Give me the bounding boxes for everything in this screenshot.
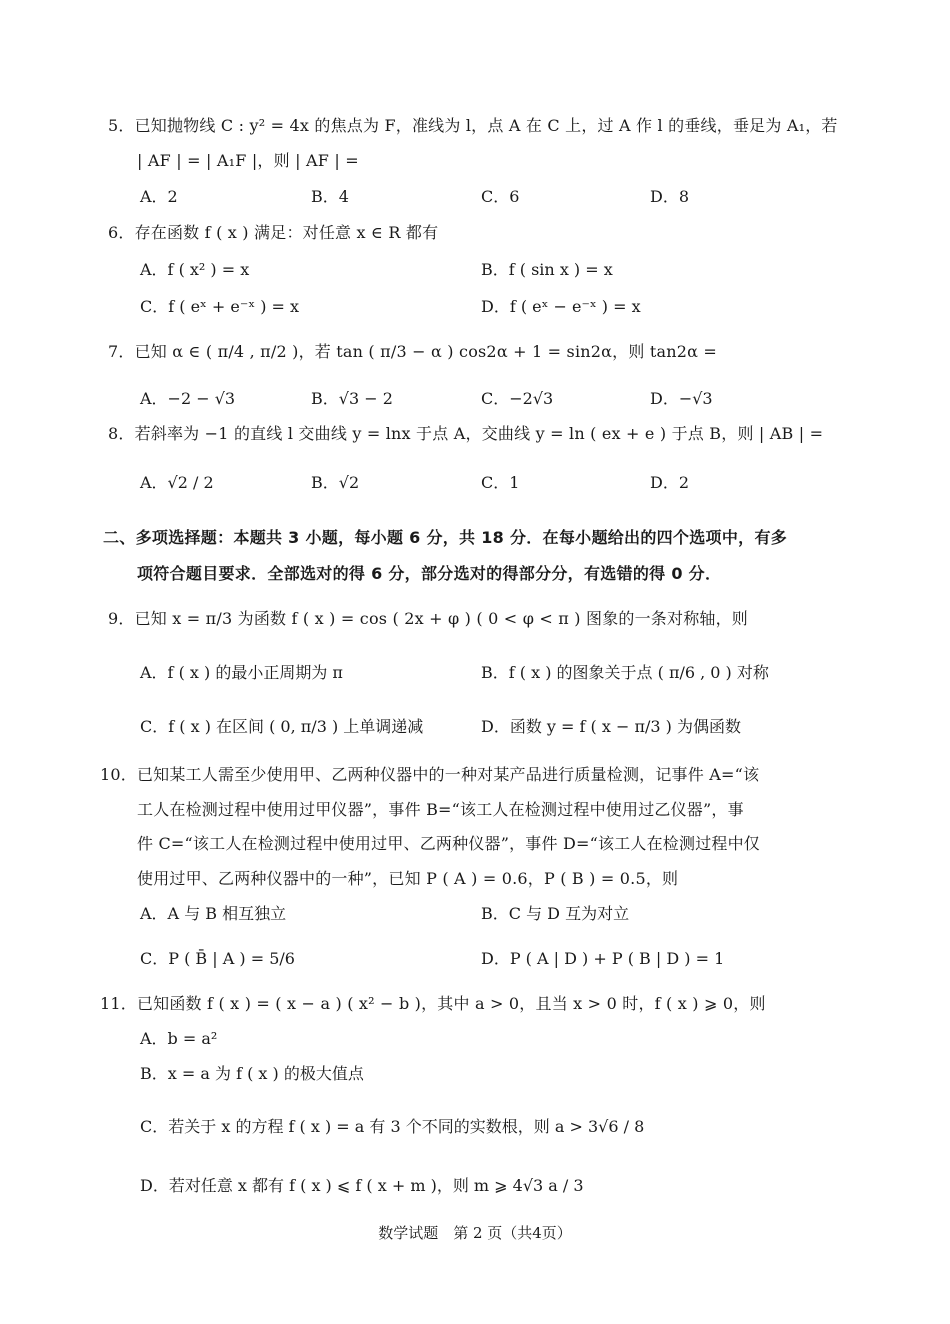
q10-stem-line4: 使用过甲、乙两种仪器中的一种”，已知 P ( A ) = 0.6，P ( B ) = 0.5，则 [137,869,679,888]
q6-option-d: D．f ( eˣ − e⁻ˣ ) = x [481,297,641,316]
q8-stem: 8．若斜率为 −1 的直线 l 交曲线 y = lnx 于点 A，交曲线 y = ln ( ex + e ) 于点 B，则 | AB | = [108,424,824,443]
q7-stem: 7．已知 α ∈ ( π/4 , π/2 )，若 tan ( π/3 − α ) cos2α + 1 = sin2α，则 tan2α = [108,342,718,361]
q9-option-a: A．f ( x ) 的最小正周期为 π [140,663,343,682]
q7-option-a: A．−2 − √3 [140,389,236,408]
q10-option-c: C．P ( B̄ | A ) = 5/6 [140,949,295,968]
q10-stem-line2: 工人在检测过程中使用过甲仪器”，事件 B=“该工人在检测过程中使用过乙仪器”，事 [137,800,744,819]
q5-option-d: D．8 [650,187,690,206]
q6-option-b: B．f ( sin x ) = x [481,260,613,279]
q10-option-b: B．C 与 D 互为对立 [481,904,630,923]
q5-stem-line1: 5．已知抛物线 C : y² = 4x 的焦点为 F，准线为 l，点 A 在 C 上，过 A 作 l 的垂线，垂足为 A₁，若 [108,116,838,135]
q7-option-c: C．−2√3 [481,389,554,408]
q11-stem: 11．已知函数 f ( x ) = ( x − a ) ( x² − b )，其中 a > 0，且当 x > 0 时，f ( x ) ⩾ 0，则 [100,994,766,1013]
q10-stem-line1: 10．已知某工人需至少使用甲、乙两种仪器中的一种对某产品进行质量检测，记事件 A=“该 [100,765,760,784]
q11-option-c: C．若关于 x 的方程 f ( x ) = a 有 3 个不同的实数根，则 a > 3√6 / 8 [140,1117,645,1136]
q5-stem-line2: | AF | = | A₁F |，则 | AF | = [137,151,359,170]
q8-option-c: C．1 [481,473,520,492]
q11-option-a: A．b = a² [140,1029,218,1048]
q10-option-d: D．P ( A | D ) + P ( B | D ) = 1 [481,949,725,968]
q11-option-b: B．x = a 为 f ( x ) 的极大值点 [140,1064,364,1083]
q6-stem: 6．存在函数 f ( x ) 满足：对任意 x ∈ R 都有 [108,223,439,242]
q7-option-b: B．√3 − 2 [311,389,393,408]
q5-option-b: B．4 [311,187,349,206]
q8-option-a: A．√2 / 2 [140,473,214,492]
q8-option-d: D．2 [650,473,690,492]
q5-option-a: A．2 [140,187,178,206]
q9-stem: 9．已知 x = π/3 为函数 f ( x ) = cos ( 2x + φ ) ( 0 < φ < π ) 图象的一条对称轴，则 [108,609,749,628]
q7-option-d: D．−√3 [650,389,713,408]
q5-option-c: C．6 [481,187,520,206]
q10-option-a: A．A 与 B 相互独立 [140,904,287,923]
q11-option-d: D．若对任意 x 都有 f ( x ) ⩽ f ( x + m )，则 m ⩾ 4√3 a / 3 [140,1176,584,1195]
section2-heading-line2: 项符合题目要求．全部选对的得 6 分，部分选对的得部分分，有选错的得 0 分． [137,564,722,583]
page-footer: 数学试题 第 2 页（共4页） [378,1224,572,1242]
q9-option-d: D．函数 y = f ( x − π/3 ) 为偶函数 [481,717,741,736]
q10-stem-line3: 件 C=“该工人在检测过程中使用过甲、乙两种仪器”，事件 D=“该工人在检测过程中仅 [137,834,760,853]
q8-option-b: B．√2 [311,473,360,492]
q9-option-c: C．f ( x ) 在区间 ( 0, π/3 ) 上单调递减 [140,717,424,736]
q6-option-a: A．f ( x² ) = x [140,260,250,279]
section2-heading-line1: 二、多项选择题：本题共 3 小题，每小题 6 分，共 18 分．在每小题给出的四个选项中，有多 [103,528,788,547]
q9-option-b: B．f ( x ) 的图象关于点 ( π/6 , 0 ) 对称 [481,663,769,682]
q6-option-c: C．f ( eˣ + e⁻ˣ ) = x [140,297,300,316]
